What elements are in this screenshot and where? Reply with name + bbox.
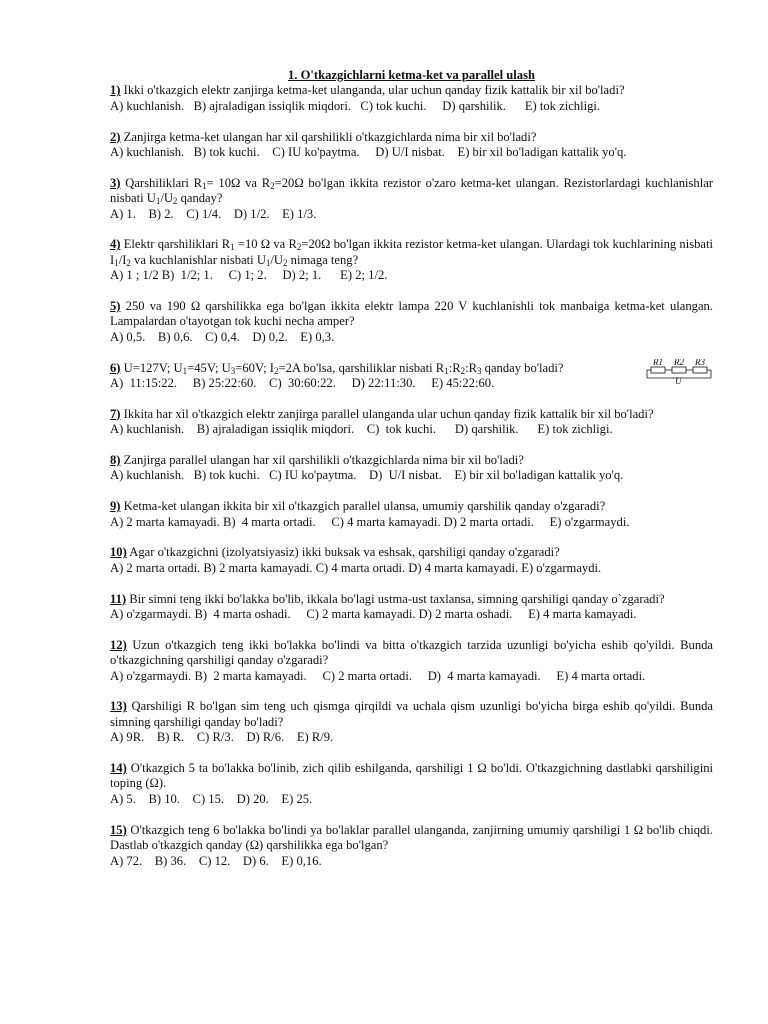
question-13 bbox=[110, 699, 713, 745]
question-body: Ikki o'tkazgich elektr zanjirga ketma-ket ulanganda, ular uchun qanday fizik kattalik bir xil bo'ladi? bbox=[123, 83, 625, 98]
question-number: 5) bbox=[110, 299, 121, 314]
question-body: Uzun o'tkazgich teng ikki bo'lakka bo'lindi va bitta o'tkazgich tarzida uzunligi bo'yicha eshib qo'yildi. Bunda o'tkazgichning qarshiligi qanday o'zgaradi? bbox=[110, 637, 713, 668]
voltage-label: U bbox=[675, 375, 682, 385]
answer-options: A) 5. B) 10. C) 15. D) 20. E) 25. bbox=[110, 791, 313, 806]
answer-options: A) 11:15:22. B) 25:22:60. C) 30:60:22. D) 22:11:30. E) 45:22:60. bbox=[110, 376, 495, 391]
answer-options: A) kuchlanish. B) tok kuchi. C) IU ko'paytma. D) U/I nisbat. E) bir xil bo'ladigan kattalik yo'q. bbox=[110, 145, 627, 160]
question-3 bbox=[110, 176, 713, 222]
question-number: 4) bbox=[110, 237, 121, 252]
question-11 bbox=[110, 592, 713, 623]
resistor-label-1: R1 bbox=[653, 358, 663, 367]
answer-options: A) 1. B) 2. C) 1/4. D) 1/2. E) 1/3. bbox=[110, 206, 317, 221]
answer-options: A) o'zgarmaydi. B) 4 marta oshadi. C) 2 marta kamayadi. D) 2 marta oshadi. E) 4 marta kamayadi. bbox=[110, 607, 637, 622]
question-text: 4) Elektr qarshiliklari $R_1 =10$ Ω va $R_2=20\Omega$ bo'lgan ikkita rezistor ketma-ket ulangan. Ulardagi tok kuchlarining nisbati $I_1/I_2$ va kuchlanishlar nisbati $U_1/U_2$ nimaga teng? bbox=[110, 237, 714, 268]
question-number: 2) bbox=[110, 129, 121, 144]
question-body: Bir simni teng ikki bo'lakka bo'lib, ikkala bo'lagi ustma-ust taxlansa, simning qarshiligi qanday o`zgaradi? bbox=[129, 591, 665, 606]
question-text bbox=[110, 761, 713, 792]
answer-options: A) 72. B) 36. C) 12. D) 6. E) 0,16. bbox=[110, 853, 322, 868]
question-text bbox=[110, 699, 713, 730]
question-text bbox=[110, 592, 713, 607]
answer-options: A) 1 ; 1/2 B) 1/2; 1. C) 1; 2. D) 2; 1. E) 2; 1/2. bbox=[110, 268, 388, 283]
resistor-2 bbox=[672, 367, 686, 373]
answer-options: A) 9R. B) R. C) R/3. D) R/6. E) R/9. bbox=[110, 730, 334, 745]
question-number: 15) bbox=[110, 822, 127, 837]
question-body: Qarshiligi R bo'lgan sim teng uch qismga qirqildi va uchala qism uzunligi bo'yicha birga eshib qo'yildi. Bunda simning qarshiligi qanday bo'ladi? bbox=[110, 699, 714, 729]
question-text: 3) Qarshiliklari $R_1= 10\Omega$ va $R_2=20\Omega$ bo'lgan ikkita rezistor o'zaro ketma-ket ulangan. Rezistorlardagi kuchlanishlar nisbati $U_1/U_2$ qanday? bbox=[110, 175, 713, 207]
question-number: 6) bbox=[110, 360, 121, 375]
question-text bbox=[110, 299, 713, 330]
answer-options: A) kuchlanish. B) ajraladigan issiqlik miqdori. C) tok kuchi. D) qarshilik. E) tok zichligi. bbox=[110, 98, 601, 113]
question-text bbox=[110, 823, 713, 854]
question-text bbox=[110, 407, 713, 422]
question-body: Zanjirga parallel ulangan har xil qarshilikli o'tkazgichlarda nima bir xil bo'ladi? bbox=[123, 453, 524, 468]
answer-options: A) 2 marta kamayadi. B) 4 marta ortadi. C) 4 marta kamayadi. D) 2 marta ortadi. E) o'zgarmaydi. bbox=[110, 514, 630, 529]
question-text bbox=[110, 130, 713, 145]
question-text: 6) U=127V; $U_1=45V$; $U_3=60V$; $I_2=2A$ bo'lsa, qarshiliklar nisbati $R_1:R_2:R_3$ qanday bo'ladi? bbox=[110, 360, 564, 376]
question-body: Ketma-ket ulangan ikkita bir xil o'tkazgich parallel ulansa, umumiy qarshilik qanday o'zgaradi? bbox=[123, 499, 606, 514]
question-number: 11) bbox=[110, 591, 127, 606]
resistor-label-3: R3 bbox=[695, 358, 705, 367]
document-page bbox=[110, 68, 713, 884]
question-number: 3) bbox=[110, 175, 121, 190]
question-5 bbox=[110, 299, 713, 345]
question-6 bbox=[110, 358, 713, 392]
question-1 bbox=[110, 83, 713, 114]
question-list bbox=[110, 83, 713, 869]
answer-options: A) kuchlanish. B) tok kuchi. C) IU ko'paytma. D) U/I nisbat. E) bir xil bo'ladigan kattalik yo'q. bbox=[110, 468, 624, 483]
question-body: Ikkita har xil o'tkazgich elektr zanjirga parallel ulanganda ular uchun qanday fizik kattalik bir xil bo'ladi? bbox=[123, 406, 654, 421]
answer-options: A) 0,5. B) 0,6. C) 0,4. D) 0,2. E) 0,3. bbox=[110, 329, 335, 344]
question-10 bbox=[110, 545, 713, 576]
question-number: 12) bbox=[110, 637, 127, 652]
question-body: O'tkazgich 5 ta bo'lakka bo'linib, zich qilib eshilganda, qarshiligi 1 Ω bo'ldi. O'tkazgichning dastlabki qarshiligini toping (Ω). bbox=[110, 761, 713, 791]
question-4 bbox=[110, 237, 713, 283]
page-title: 1. O'tkazgichlarni ketma-ket va parallel ulash bbox=[288, 68, 535, 82]
question-2 bbox=[110, 130, 713, 161]
series-circuit-diagram bbox=[645, 359, 713, 385]
question-body: Zanjirga ketma-ket ulangan har xil qarshilikli o'tkazgichlarda nima bir xil bo'ladi? bbox=[123, 129, 537, 144]
question-14 bbox=[110, 761, 713, 807]
answer-options: A) kuchlanish. B) ajraladigan issiqlik miqdori. C) tok kuchi. D) qarshilik. E) tok zichligi. bbox=[110, 422, 613, 437]
question-9 bbox=[110, 499, 713, 530]
question-text bbox=[110, 545, 713, 560]
question-text bbox=[110, 83, 713, 98]
question-12 bbox=[110, 638, 713, 684]
question-body: O'tkazgich teng 6 bo'lakka bo'lindi ya bo'laklar parallel ulanganda, zanjirning umumiy qarshiligi 1 Ω bo'lib chiqdi. Dastlab o'tkazgich qanday (Ω) qarshilikka ega bo'lgan? bbox=[110, 822, 713, 853]
question-7 bbox=[110, 407, 713, 438]
question-number: 14) bbox=[110, 761, 127, 776]
resistor-3 bbox=[693, 367, 707, 373]
question-text bbox=[110, 638, 713, 669]
question-body: Agar o'tkazgichni (izolyatsiyasiz) ikki buksak va eshsak, qarshiligi qanday o'zgaradi? bbox=[129, 545, 560, 560]
answer-options: A) o'zgarmaydi. B) 2 marta kamayadi. C) 2 marta ortadi. D) 4 marta kamayadi. E) 4 marta ortadi. bbox=[110, 668, 646, 683]
question-body: 250 va 190 Ω qarshilikka ega bo'lgan ikkita elektr lampa 220 V kuchlanishli tok manbaiga ketma-ket ulangan. Lampalardan o'tayotgan tok kuchi necha amper? bbox=[110, 299, 713, 329]
resistor-1 bbox=[651, 367, 665, 373]
question-text bbox=[110, 453, 713, 468]
question-number: 9) bbox=[110, 499, 121, 514]
question-number: 13) bbox=[110, 699, 127, 714]
answer-options: A) 2 marta ortadi. B) 2 marta kamayadi. C) 4 marta ortadi. D) 4 marta kamayadi. E) o'zgarmaydi. bbox=[110, 560, 602, 575]
question-15 bbox=[110, 823, 713, 869]
question-number: 10) bbox=[110, 545, 127, 560]
question-number: 1) bbox=[110, 83, 121, 98]
question-8 bbox=[110, 453, 713, 484]
resistor-label-2: R2 bbox=[674, 358, 684, 367]
question-text bbox=[110, 499, 713, 514]
question-number: 7) bbox=[110, 406, 121, 421]
question-number: 8) bbox=[110, 453, 121, 468]
